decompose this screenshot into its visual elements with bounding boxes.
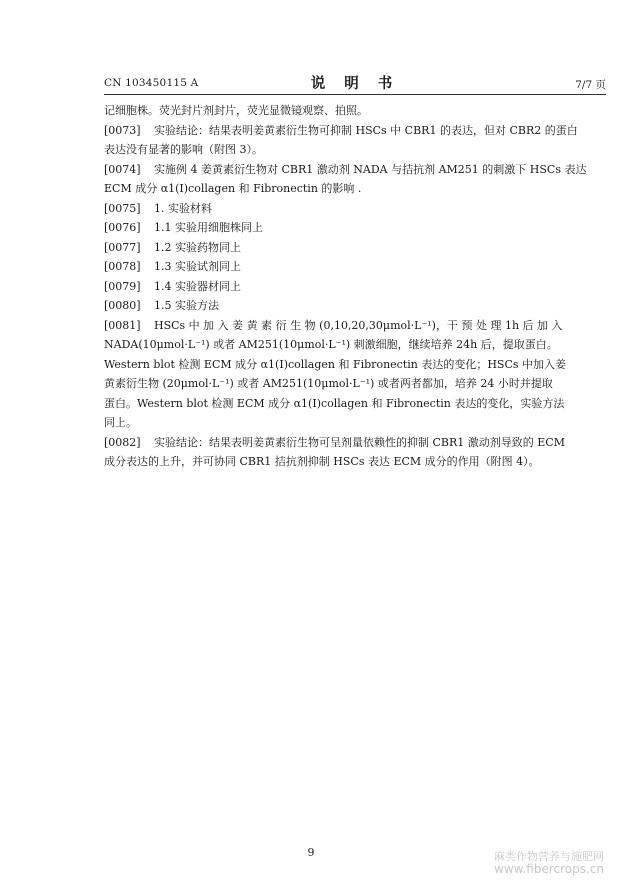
- text-line: 1. 实验材料: [154, 201, 212, 215]
- paragraph-0074: [104, 160, 606, 199]
- paragraph-number: [0076]: [104, 221, 141, 234]
- site-watermark: [494, 850, 604, 876]
- text-line: Western blot 检测 ECM 成分 α1(I)collagen 和 Fibronectin 表达的变化；HSCs 中加入姜: [104, 357, 567, 371]
- text-line: 同上。: [104, 416, 137, 429]
- text-line: 1.5 实验方法: [154, 299, 219, 312]
- document-body: [104, 101, 606, 472]
- paragraph-0076: [104, 218, 606, 238]
- text-line: 1.3 实验试剂同上: [154, 260, 241, 273]
- text-line: 成分表达的上升，并可协同 CBR1 拮抗剂抑制 HSCs 表达 ECM 成分的作用（附图 4）。: [104, 455, 540, 468]
- paragraph-number: [0077]: [104, 240, 141, 254]
- publication-number: CN 103450115 A: [104, 77, 199, 89]
- text-line: 记细胞株。荧光封片剂封片，荧光显微镜观察、拍照。: [104, 104, 368, 117]
- text-line: 1.4 实验器材同上: [154, 279, 241, 293]
- paragraph-0081: [104, 316, 606, 433]
- paragraph-number: [0078]: [104, 260, 141, 273]
- text-line: 蛋白。Western blot 检测 ECM 成分 α1(I)collagen 和 Fibronectin 表达的变化，实验方法: [104, 396, 565, 410]
- text-line: 实施例 4 姜黄素衍生物对 CBR1 激动剂 NADA 与拮抗剂 AM251 的刺激下 HSCs 表达: [154, 162, 587, 176]
- paragraph-0073: [104, 121, 606, 160]
- watermark-url: www.fibercrops.cn: [494, 862, 604, 876]
- paragraph-number: [0073]: [104, 123, 141, 137]
- text-line: 实验结论：结果表明姜黄素衍生物可抑制 HSCs 中 CBR1 的表达，但对 CBR2 的蛋白: [154, 123, 578, 137]
- paragraph-number: [0080]: [104, 299, 141, 312]
- paragraph-number: [0082]: [104, 435, 141, 449]
- text-line: 黄素衍生物 (20μmol·L⁻¹) 或者 AM251(10μmol·L⁻¹) 或者两者都加，培养 24 小时并提取: [104, 377, 553, 390]
- text-line: 表达没有显著的影响（附图 3）。: [104, 143, 263, 156]
- page-count: 7/7 页: [575, 79, 606, 91]
- paragraph-number: [0079]: [104, 279, 141, 293]
- paragraph-number: [0081]: [104, 318, 141, 332]
- paragraph-0077: [104, 238, 606, 258]
- text-line: NADA(10μmol·L⁻¹) 或者 AM251(10μmol·L⁻¹) 刺激细胞，继续培养 24h 后，提取蛋白。: [104, 338, 558, 351]
- paragraph-0075: [104, 199, 606, 219]
- paragraph-0078: [104, 257, 606, 277]
- paragraph-number: [0075]: [104, 201, 141, 215]
- header-rule: [104, 94, 606, 95]
- text-line: HSCs 中 加 入 姜 黄 素 衍 生 物 (0,10,20,30μmol·L⁻¹)，干 预 处 理 1h 后 加 入: [154, 318, 563, 332]
- document-title: 说 明 书: [310, 75, 400, 92]
- text-line: ECM 成分 α1(I)collagen 和 Fibronectin 的影响 .: [104, 182, 362, 195]
- text-line: 1.2 实验药物同上: [154, 240, 241, 254]
- paragraph-0080: [104, 296, 606, 316]
- text-line: 1.1 实验用细胞株同上: [154, 221, 263, 234]
- watermark-text: 麻类作物营养与施肥网: [494, 850, 604, 863]
- text-line: 实验结论：结果表明姜黄素衍生物可呈剂量依赖性的抑制 CBR1 激动剂导致的 ECM: [154, 435, 565, 449]
- paragraph-number: [0074]: [104, 162, 141, 176]
- paragraph-0082: [104, 433, 606, 472]
- page-header: [104, 72, 606, 92]
- page-number: 9: [307, 846, 315, 859]
- paragraph-0079: [104, 277, 606, 297]
